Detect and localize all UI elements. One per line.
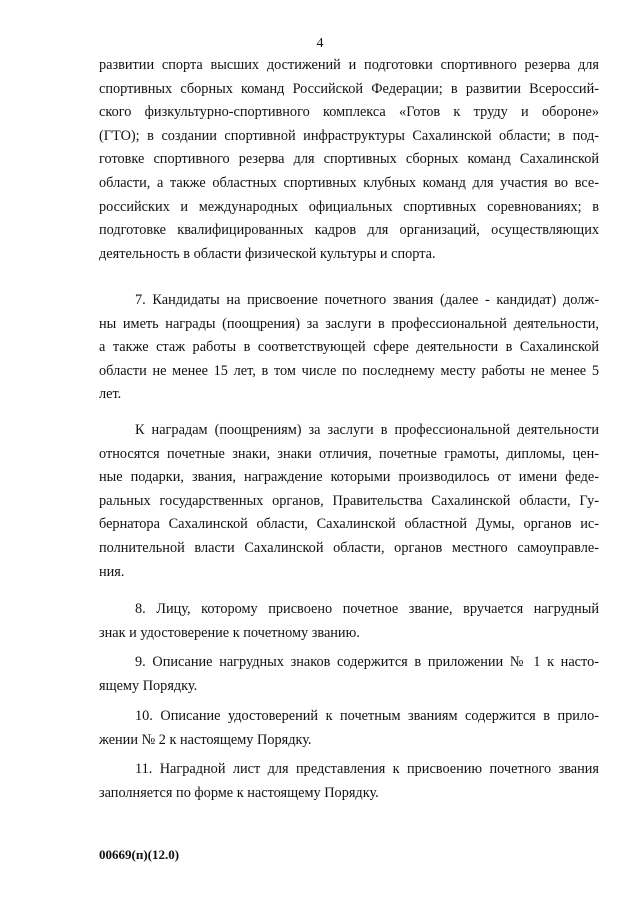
text-line: полнительной власти Сахалинской области, органов местного самоуправле- bbox=[99, 539, 599, 556]
paragraph-item-7 bbox=[99, 289, 599, 407]
paragraph-item-9 bbox=[99, 651, 599, 698]
text-line: К наградам (поощрениям) за заслуги в профессиональной деятельности bbox=[135, 422, 599, 438]
text-line: лет. bbox=[99, 386, 122, 403]
text-line: ния. bbox=[99, 563, 125, 580]
text-line: готовке спортивного резерва для спортивных сборных команд Сахалинской bbox=[99, 151, 599, 168]
text-line: ящему Порядку. bbox=[99, 677, 198, 694]
paragraph-item-10 bbox=[99, 705, 599, 752]
page-number: 4 bbox=[316, 36, 324, 51]
text-line: области, а также областных спортивных клубных команд для участия во все- bbox=[99, 174, 599, 191]
document-code: 00669(п)(12.0) bbox=[99, 847, 180, 862]
text-line: 10. Описание удостоверений к почетным званиям содержится в прило- bbox=[135, 708, 599, 724]
paragraph-item-8 bbox=[99, 598, 599, 645]
text-line: ны иметь награды (поощрения) за заслуги в профессиональной деятельности, bbox=[99, 315, 599, 332]
paragraph-continuation bbox=[99, 54, 599, 266]
text-line: подготовке квалифицированных кадров для организаций, осуществляющих bbox=[99, 222, 599, 239]
text-line: ные подарки, звания, награждение которыми производилось от имени феде- bbox=[99, 469, 599, 486]
text-line: деятельность в области физической культуры и спорта. bbox=[99, 245, 436, 262]
paragraph-item-11 bbox=[99, 758, 599, 805]
text-line: относятся почетные знаки, знаки отличия, почетные грамоты, дипломы, цен- bbox=[99, 445, 599, 462]
text-line: бернатора Сахалинской области, Сахалинской областной Думы, органов ис- bbox=[99, 516, 599, 533]
text-line: (ГТО); в создании спортивной инфраструктуры Сахалинской области; в под- bbox=[99, 127, 599, 144]
text-line: спортивных сборных команд Российской Федерации; в развитии Всероссий- bbox=[99, 80, 599, 97]
text-line: знак и удостоверение к почетному званию. bbox=[99, 624, 360, 641]
text-line: а также стаж работы в соответствующей сфере деятельности в Сахалинской bbox=[99, 339, 599, 356]
text-line: 7. Кандидаты на присвоение почетного звания (далее - кандидат) долж- bbox=[135, 292, 599, 308]
text-line: российских и международных официальных спортивных соревнованиях; в bbox=[99, 198, 599, 215]
text-line: жении № 2 к настоящему Порядку. bbox=[99, 731, 312, 748]
text-line: развитии спорта высших достижений и подготовки спортивного резерва для bbox=[99, 57, 599, 73]
text-line: 11. Наградной лист для представления к присвоению почетного звания bbox=[135, 761, 599, 777]
text-line: области не менее 15 лет, в том числе по последнему месту работы не менее 5 bbox=[99, 362, 599, 379]
text-line: заполняется по форме к настоящему Порядку. bbox=[99, 784, 379, 801]
text-line: 8. Лицу, которому присвоено почетное звание, вручается нагрудный bbox=[135, 601, 599, 617]
text-line: ского физкультурно-спортивного комплекса «Готов к труду и обороне» bbox=[99, 104, 599, 121]
paragraph-awards bbox=[99, 419, 599, 584]
text-line: ральных государственных органов, Правительства Сахалинской области, Гу- bbox=[99, 492, 599, 509]
text-line: 9. Описание нагрудных знаков содержится в приложении № 1 к насто- bbox=[135, 654, 599, 670]
